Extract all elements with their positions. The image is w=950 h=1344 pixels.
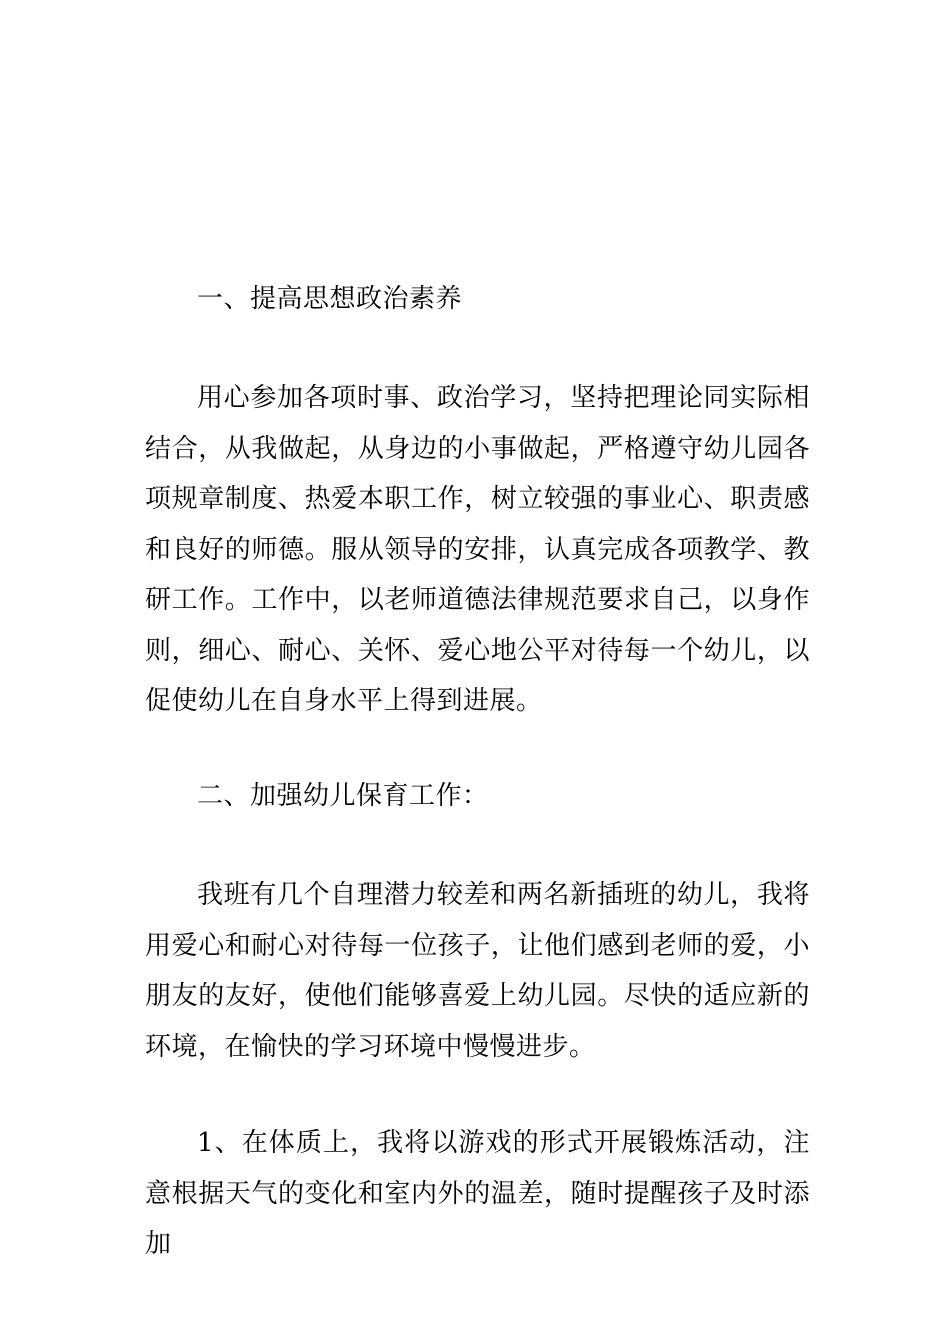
- item-1-paragraph: 1、在体质上，我将以游戏的形式开展锻炼活动，注意根据天气的变化和室内外的温差，随时提醒孩子及时添加: [145, 1128, 810, 1259]
- section-2-heading: 二、加强幼儿保育工作：: [197, 781, 489, 811]
- section-2-paragraph: 我班有几个自理潜力较差和两名新插班的幼儿，我将用爱心和耐心对待每一位孩子，让他们感到老师的爱，小朋友的友好，使他们能够喜爱上幼儿园。尽快的适应新的环境，在愉快的学习环境中慢慢进步。: [145, 880, 810, 1062]
- section-1-heading: 一、提高思想政治素养: [197, 284, 463, 314]
- section-1-paragraph: 用心参加各项时事、政治学习，坚持把理论同实际相结合，从我做起，从身边的小事做起，严格遵守幼儿园各项规章制度、热爱本职工作，树立较强的事业心、职责感和良好的师德。服从领导的安排，认真完成各项教学、教研工作。工作中，以老师道德法律规范要求自己，以身作则，细心、耐心、关怀、爱心地公平对待每一个幼儿，以促使幼儿在自身水平上得到进展。: [145, 383, 810, 716]
